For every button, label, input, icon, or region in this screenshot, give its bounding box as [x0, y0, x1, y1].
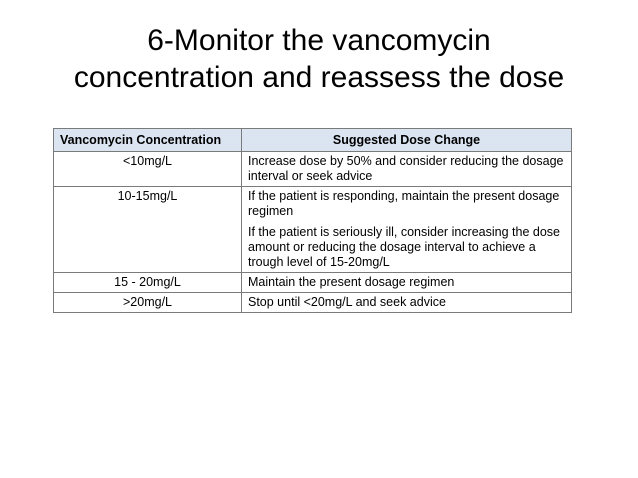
advice-text: Maintain the present dosage regimen: [248, 275, 455, 289]
advice-text: If the patient is seriously ill, consider increasing the dose amount or reducing the dosage interval to achieve a trough level of 15-20mg/L: [248, 225, 560, 269]
table-header-row: [54, 129, 572, 152]
slide-title-line-2: concentration and reassess the dose: [73, 61, 565, 94]
advice-text: Stop until <20mg/L and seek advice: [248, 295, 446, 309]
dose-adjustment-table: [53, 128, 572, 313]
dose-change-cell: [242, 152, 572, 187]
concentration-column-header: Vancomycin Concentration: [54, 129, 242, 152]
slide-title: [0, 22, 638, 96]
concentration-cell: <10mg/L: [54, 152, 242, 187]
table-row: [54, 273, 572, 293]
table-row: [54, 293, 572, 313]
advice-text: If the patient is responding, maintain the present dosage regimen: [248, 189, 560, 218]
dose-change-cell: [242, 187, 572, 273]
table-row: [54, 187, 572, 273]
dose-change-cell: [242, 273, 572, 293]
advice-text: Increase dose by 50% and consider reducing the dosage interval or seek advice: [248, 154, 564, 183]
concentration-cell: 15 - 20mg/L: [54, 273, 242, 293]
dose-change-column-header: Suggested Dose Change: [242, 129, 572, 152]
concentration-cell: >20mg/L: [54, 293, 242, 313]
concentration-cell: 10-15mg/L: [54, 187, 242, 273]
slide-title-line-1: 6-Monitor the vancomycin: [147, 24, 491, 57]
dose-change-cell: [242, 293, 572, 313]
table-row: [54, 152, 572, 187]
